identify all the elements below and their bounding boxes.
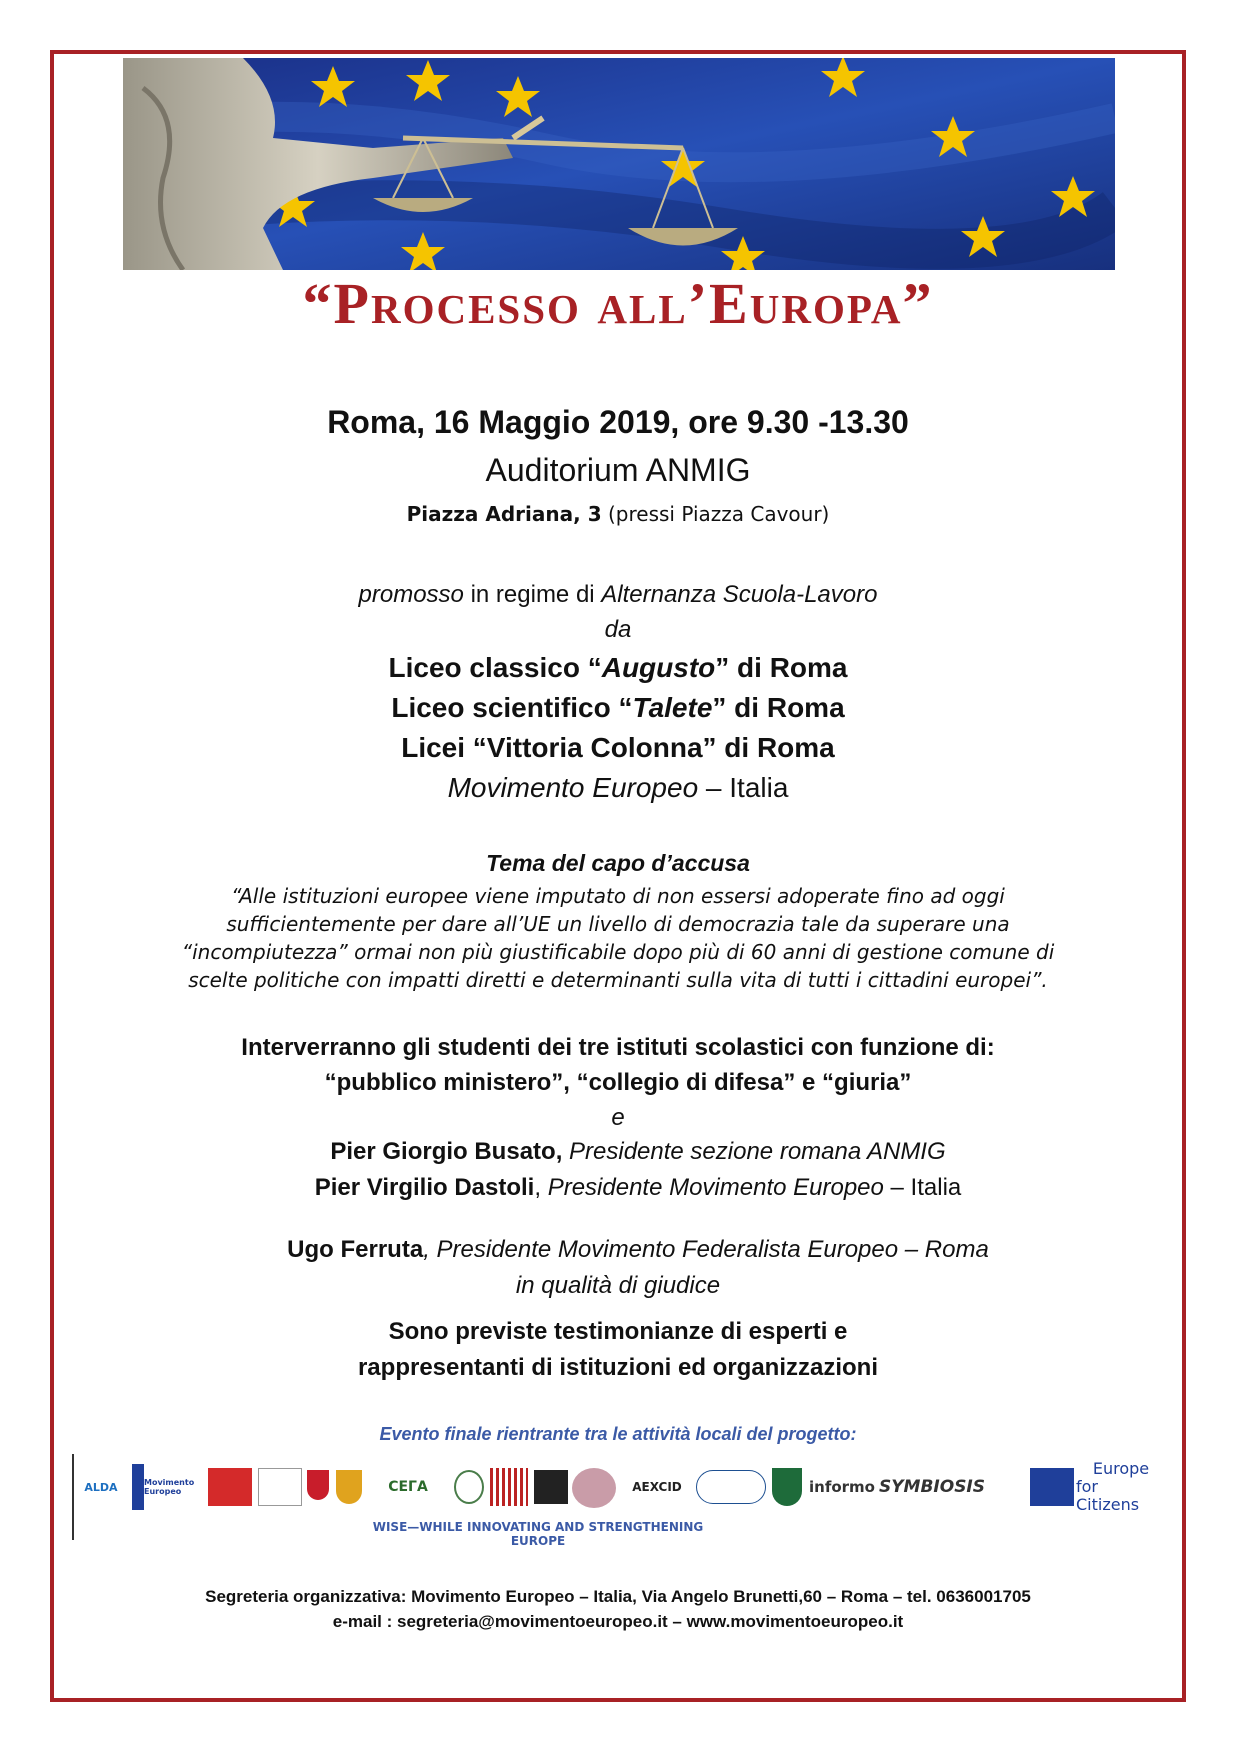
speaker-role: , Presidente Movimento Federalista Europeo – Roma bbox=[423, 1236, 989, 1263]
promoter-school: Augusto bbox=[601, 652, 716, 683]
agora-logo bbox=[572, 1468, 616, 1508]
accusa-text bbox=[50, 882, 1186, 994]
speaker-name: Pier Virgilio Dastoli bbox=[314, 1174, 535, 1201]
promoter-colonna: Licei “Vittoria Colonna” di Roma bbox=[401, 732, 835, 763]
speaker-name: Pier Giorgio Busato, bbox=[330, 1138, 563, 1165]
accusa-line: “Alle istituzioni europee viene imputato di non essersi adoperate fino ad oggi bbox=[231, 884, 1005, 908]
partner-logo-red bbox=[208, 1468, 252, 1506]
speakers-intro: Interverranno gli studenti dei tre istituti scolastici con funzione di: bbox=[241, 1034, 995, 1061]
address-note: (pressi Piazza Cavour) bbox=[601, 502, 830, 526]
event-venue: Auditorium ANMIG bbox=[485, 452, 751, 488]
symbiosis-logo: SYMBIOSIS bbox=[878, 1477, 986, 1497]
shield-icon bbox=[307, 1470, 329, 1500]
promo-program: Alternanza Scuola-Lavoro bbox=[601, 581, 878, 608]
partner-logo-box bbox=[258, 1468, 302, 1506]
accusa-line: scelte politiche con impatti diretti e determinanti sulla vita di tutti i cittadini europei”. bbox=[188, 968, 1048, 992]
speaker-dastoli bbox=[50, 1174, 1186, 1202]
un-logo bbox=[696, 1470, 766, 1504]
project-label: Evento finale rientrante tra le attività locali del progetto: bbox=[379, 1424, 857, 1444]
promo-line bbox=[50, 581, 1186, 609]
shield-icon bbox=[772, 1468, 802, 1506]
alda-logo: ALDA bbox=[84, 1480, 118, 1494]
speaker-name: Ugo Ferruta bbox=[287, 1236, 424, 1263]
speaker-ferruta bbox=[50, 1236, 1186, 1264]
promoter-augusto bbox=[50, 652, 1186, 684]
accusa-heading: Tema del capo d’accusa bbox=[486, 850, 750, 876]
speaker-country: – Italia bbox=[883, 1174, 962, 1201]
partner-logo-dark bbox=[534, 1470, 568, 1504]
promoter-school: Talete bbox=[632, 692, 713, 723]
round-seal-icon bbox=[454, 1470, 484, 1504]
wise-project-name: WISE—WHILE INNOVATING AND STRENGTHENING EUROPE bbox=[372, 1520, 704, 1548]
promoter-talete bbox=[50, 692, 1186, 724]
speaker-sep: , bbox=[534, 1174, 548, 1201]
promo-word: promosso bbox=[358, 581, 464, 608]
aexcid-logo: AEXCID bbox=[632, 1480, 682, 1494]
banner-image bbox=[123, 58, 1115, 270]
accusa-line: “incompiutezza” ormai non più giustificabile dopo più di 60 anni di gestione comune di bbox=[181, 940, 1055, 964]
testimonies-line2: rappresentanti di istituzioni ed organizzazioni bbox=[357, 1354, 879, 1381]
event-address bbox=[50, 502, 1186, 526]
movimento-europeo-logo: Movimento Europeo bbox=[132, 1464, 212, 1510]
promoter-text: Liceo scientifico “ bbox=[391, 692, 633, 723]
speaker-judge-role: in qualità di giudice bbox=[515, 1272, 721, 1299]
logo-divider bbox=[72, 1454, 74, 1540]
page-title: “Processo all’Europa” bbox=[302, 271, 934, 336]
speaker-role: Presidente Movimento Europeo bbox=[547, 1174, 884, 1201]
informo-logo: informo bbox=[809, 1478, 875, 1496]
promoter-text: ” di Roma bbox=[712, 692, 845, 723]
promoter-movimento bbox=[50, 772, 1186, 804]
testimonies-line1: Sono previste testimonianze di esperti e bbox=[388, 1318, 848, 1345]
eu-flag-icon bbox=[1030, 1468, 1074, 1506]
shield-icon bbox=[336, 1470, 362, 1504]
efc-line: Europe bbox=[1092, 1459, 1150, 1478]
speaker-role: Presidente sezione romana ANMIG bbox=[562, 1138, 946, 1165]
partner-logos bbox=[72, 1454, 1172, 1564]
europe-for-citizens-logo bbox=[1076, 1459, 1166, 1514]
footer-contacts: e-mail : segreteria@movimentoeuropeo.it – www.movimentoeuropeo.it bbox=[332, 1612, 904, 1631]
promoter-org: Movimento Europeo bbox=[447, 772, 699, 803]
speakers-e: e bbox=[611, 1104, 625, 1131]
promo-da: da bbox=[604, 616, 632, 643]
promoter-text: ” di Roma bbox=[715, 652, 848, 683]
accusa-line: sufficientemente per dare all’UE un livello di democrazia tale da superare una bbox=[226, 912, 1010, 936]
partner-logo-striped bbox=[490, 1468, 528, 1506]
speaker-busato bbox=[50, 1138, 1186, 1166]
cega-logo: CEГA bbox=[388, 1479, 428, 1495]
efc-line: for Citizens bbox=[1076, 1477, 1140, 1514]
footer-secretariat: Segreteria organizzativa: Movimento Europeo – Italia, Via Angelo Brunetti,60 – Roma – tel. 0636001705 bbox=[205, 1587, 1031, 1606]
event-datetime: Roma, 16 Maggio 2019, ore 9.30 -13.30 bbox=[327, 404, 909, 440]
promoter-country: – Italia bbox=[698, 772, 789, 803]
speakers-roles: “pubblico ministero”, “collegio di difesa” e “giuria” bbox=[324, 1069, 912, 1096]
promoter-text: Liceo classico “ bbox=[388, 652, 602, 683]
promo-mid: in regime di bbox=[463, 581, 602, 608]
address-street: Piazza Adriana, 3 bbox=[406, 502, 602, 526]
